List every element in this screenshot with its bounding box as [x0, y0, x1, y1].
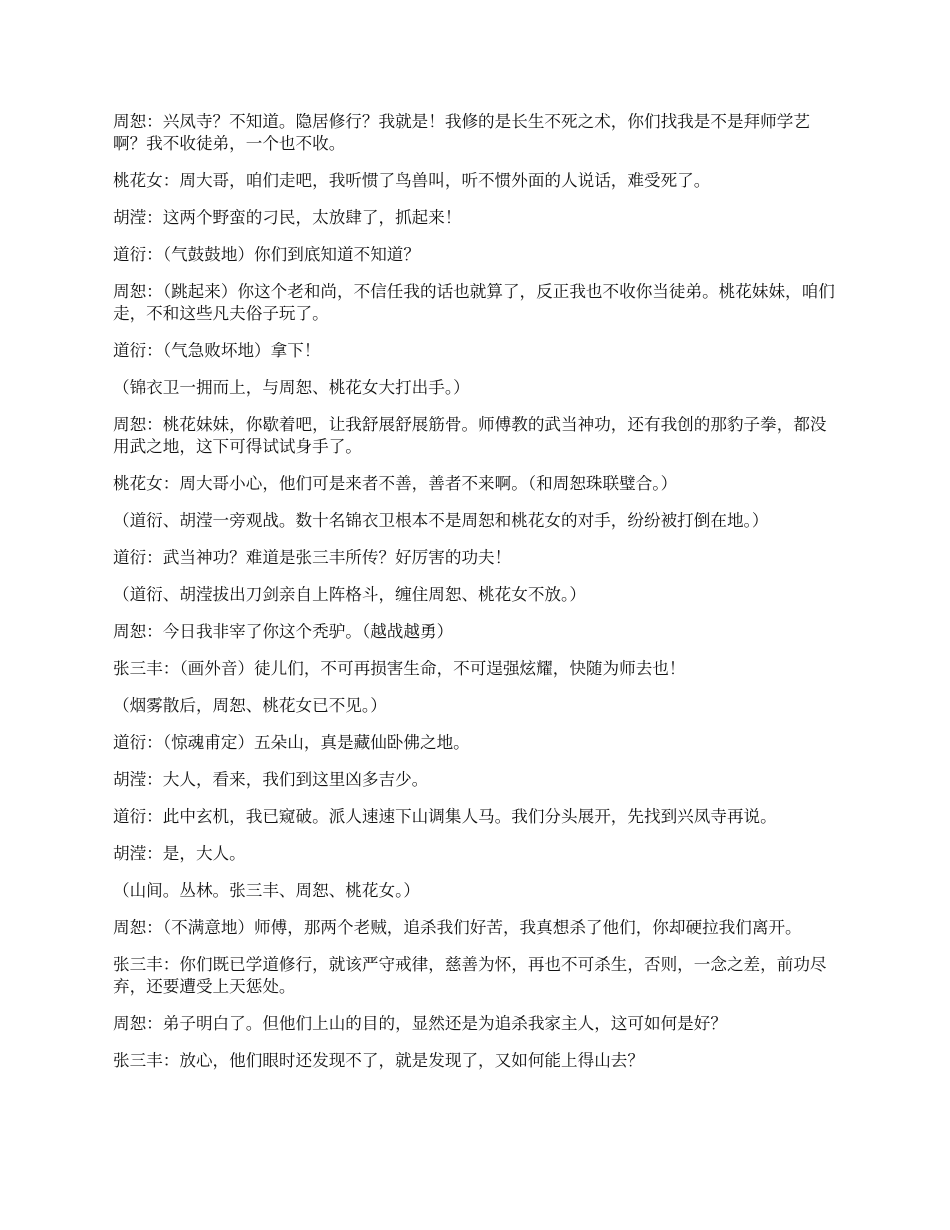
- script-text-body: [113, 111, 840, 1087]
- dialogue-paragraph: 周恕：（不满意地）师傅，那两个老贼，追杀我们好苦，我真想杀了他们，你却硬拉我们离开。: [113, 918, 802, 937]
- dialogue-paragraph: 胡滢：这两个野蛮的刁民，太放肆了，抓起来！: [113, 208, 462, 227]
- dialogue-paragraph: 桃花女：周大哥小心，他们可是来者不善，善者不来啊。（和周恕珠联璧合。）: [113, 474, 678, 493]
- dialogue-paragraph: 胡滢：是，大人。: [113, 844, 246, 863]
- dialogue-paragraph: 张三丰：你们既已学道修行，就该严守戒律，慈善为怀，再也不可杀生，否则，一念之差，前功尽弃，还要遭受上天惩处。: [113, 955, 827, 996]
- dialogue-paragraph: 周恕：今日我非宰了你这个秃驴。（越战越勇）: [113, 622, 454, 641]
- dialogue-paragraph: 道衍：（气急败坏地）拿下！: [113, 341, 321, 360]
- dialogue-paragraph: 道衍：此中玄机，我已窥破。派人速速下山调集人马。我们分头展开，先找到兴凤寺再说。: [113, 807, 777, 826]
- dialogue-paragraph: 张三丰：放心，他们眼时还发现不了，就是发现了，又如何能上得山去？: [113, 1051, 644, 1070]
- stage-direction-paragraph: （道衍、胡滢拔出刀剑亲自上阵格斗，缠住周恕、桃花女不放。）: [113, 585, 586, 604]
- dialogue-paragraph: 胡滢：大人，看来，我们到这里凶多吉少。: [113, 770, 429, 789]
- dialogue-paragraph: 张三丰：（画外音）徒儿们，不可再损害生命，不可逞强炫耀，快随为师去也！: [113, 659, 686, 678]
- dialogue-paragraph: 桃花女：周大哥，咱们走吧，我听惯了鸟兽叫，听不惯外面的人说话，难受死了。: [113, 171, 711, 190]
- dialogue-paragraph: 道衍：（惊魂甫定）五朵山，真是藏仙卧佛之地。: [113, 733, 470, 752]
- dialogue-paragraph: 周恕：兴凤寺？不知道。隐居修行？我就是！我修的是长生不死之术，你们找我是不是拜师学艺啊？我不收徒弟，一个也不收。: [113, 112, 810, 153]
- stage-direction-paragraph: （道衍、胡滢一旁观战。数十名锦衣卫根本不是周恕和桃花女的对手，纷纷被打倒在地。）: [113, 511, 769, 530]
- stage-direction-paragraph: （锦衣卫一拥而上，与周恕、桃花女大打出手。）: [113, 378, 470, 397]
- dialogue-paragraph: 周恕：桃花妹妹，你歇着吧，让我舒展舒展筋骨。师傅教的武当神功，还有我创的那豹子拳，都没用武之地，这下可得试试身手了。: [113, 415, 827, 456]
- dialogue-paragraph: 道衍：（气鼓鼓地）你们到底知道不知道？: [113, 245, 420, 264]
- stage-direction-paragraph: （山间。丛林。张三丰、周恕、桃花女。）: [113, 881, 420, 900]
- dialogue-paragraph: 周恕：弟子明白了。但他们上山的目的，显然还是为追杀我家主人，这可如何是好？: [113, 1014, 727, 1033]
- stage-direction-paragraph: （烟雾散后，周恕、桃花女已不见。）: [113, 696, 387, 715]
- dialogue-paragraph: 周恕：（跳起来）你这个老和尚，不信任我的话也就算了，反正我也不收你当徒弟。桃花妹妹，咱们走，不和这些凡夫俗子玩了。: [113, 282, 835, 323]
- dialogue-paragraph: 道衍：武当神功？难道是张三丰所传？好厉害的功夫！: [113, 548, 512, 567]
